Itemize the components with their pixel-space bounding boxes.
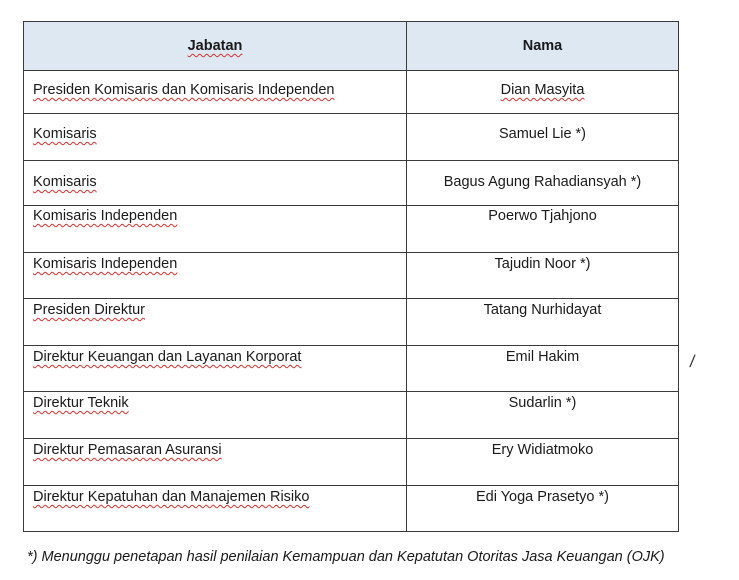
jabatan-cell xyxy=(24,161,407,206)
jabatan-text: Presiden Direktur xyxy=(33,302,146,318)
nama-cell xyxy=(407,161,679,206)
jabatan-text: Direktur Kepatuhan dan Manajemen Risiko xyxy=(33,489,310,505)
jabatan-cell xyxy=(24,206,407,253)
nama-text: Emil Hakim xyxy=(505,349,580,365)
table-row xyxy=(24,486,679,532)
nama-cell xyxy=(407,71,679,114)
table-row xyxy=(24,161,679,206)
nama-text: Poerwo Tjahjono xyxy=(488,208,597,224)
header-nama-label: Nama xyxy=(522,38,563,54)
nama-cell xyxy=(407,392,679,439)
nama-text: Samuel Lie *) xyxy=(498,126,587,142)
nama-cell xyxy=(407,299,679,346)
table-row xyxy=(24,439,679,486)
jabatan-text: Presiden Komisaris dan Komisaris Independen xyxy=(33,82,335,98)
jabatan-text: Komisaris Independen xyxy=(33,256,178,272)
table-row xyxy=(24,206,679,253)
board-of-directors-table xyxy=(23,21,679,532)
nama-text: Dian Masyita xyxy=(500,82,585,98)
nama-text: Ery Widiatmoko xyxy=(491,442,594,458)
jabatan-cell xyxy=(24,253,407,299)
header-nama xyxy=(407,22,679,71)
jabatan-cell xyxy=(24,439,407,486)
footnote: *) Menunggu penetapan hasil penilaian Kemampuan dan Kepatutan Otoritas Jasa Keuangan (OJK) xyxy=(27,549,665,565)
table-row xyxy=(24,253,679,299)
nama-text: Edi Yoga Prasetyo *) xyxy=(475,489,609,505)
nama-cell xyxy=(407,253,679,299)
nama-cell xyxy=(407,439,679,486)
jabatan-text: Direktur Keuangan dan Layanan Korporat xyxy=(33,349,302,365)
header-jabatan xyxy=(24,22,407,71)
table-row xyxy=(24,392,679,439)
nama-text: Sudarlin *) xyxy=(508,395,577,411)
header-jabatan-label: Jabatan xyxy=(187,38,243,54)
table-row xyxy=(24,299,679,346)
table-row xyxy=(24,114,679,161)
jabatan-cell xyxy=(24,392,407,439)
nama-text: Tatang Nurhidayat xyxy=(483,302,602,318)
nama-text: Bagus Agung Rahadiansyah *) xyxy=(443,174,642,190)
jabatan-cell xyxy=(24,486,407,532)
jabatan-text: Komisaris xyxy=(33,174,97,190)
cursor-mark: / xyxy=(688,352,697,371)
jabatan-cell xyxy=(24,71,407,114)
nama-cell xyxy=(407,346,679,392)
nama-cell xyxy=(407,486,679,532)
jabatan-text: Komisaris xyxy=(33,126,97,142)
jabatan-text: Direktur Teknik xyxy=(33,395,129,411)
jabatan-text: Direktur Pemasaran Asuransi xyxy=(33,442,222,458)
nama-cell xyxy=(407,206,679,253)
table-row xyxy=(24,71,679,114)
nama-cell xyxy=(407,114,679,161)
jabatan-cell xyxy=(24,346,407,392)
nama-text: Tajudin Noor *) xyxy=(494,256,591,272)
jabatan-text: Komisaris Independen xyxy=(33,208,178,224)
table-row xyxy=(24,346,679,392)
jabatan-cell xyxy=(24,299,407,346)
jabatan-cell xyxy=(24,114,407,161)
table-header-row xyxy=(24,22,679,71)
